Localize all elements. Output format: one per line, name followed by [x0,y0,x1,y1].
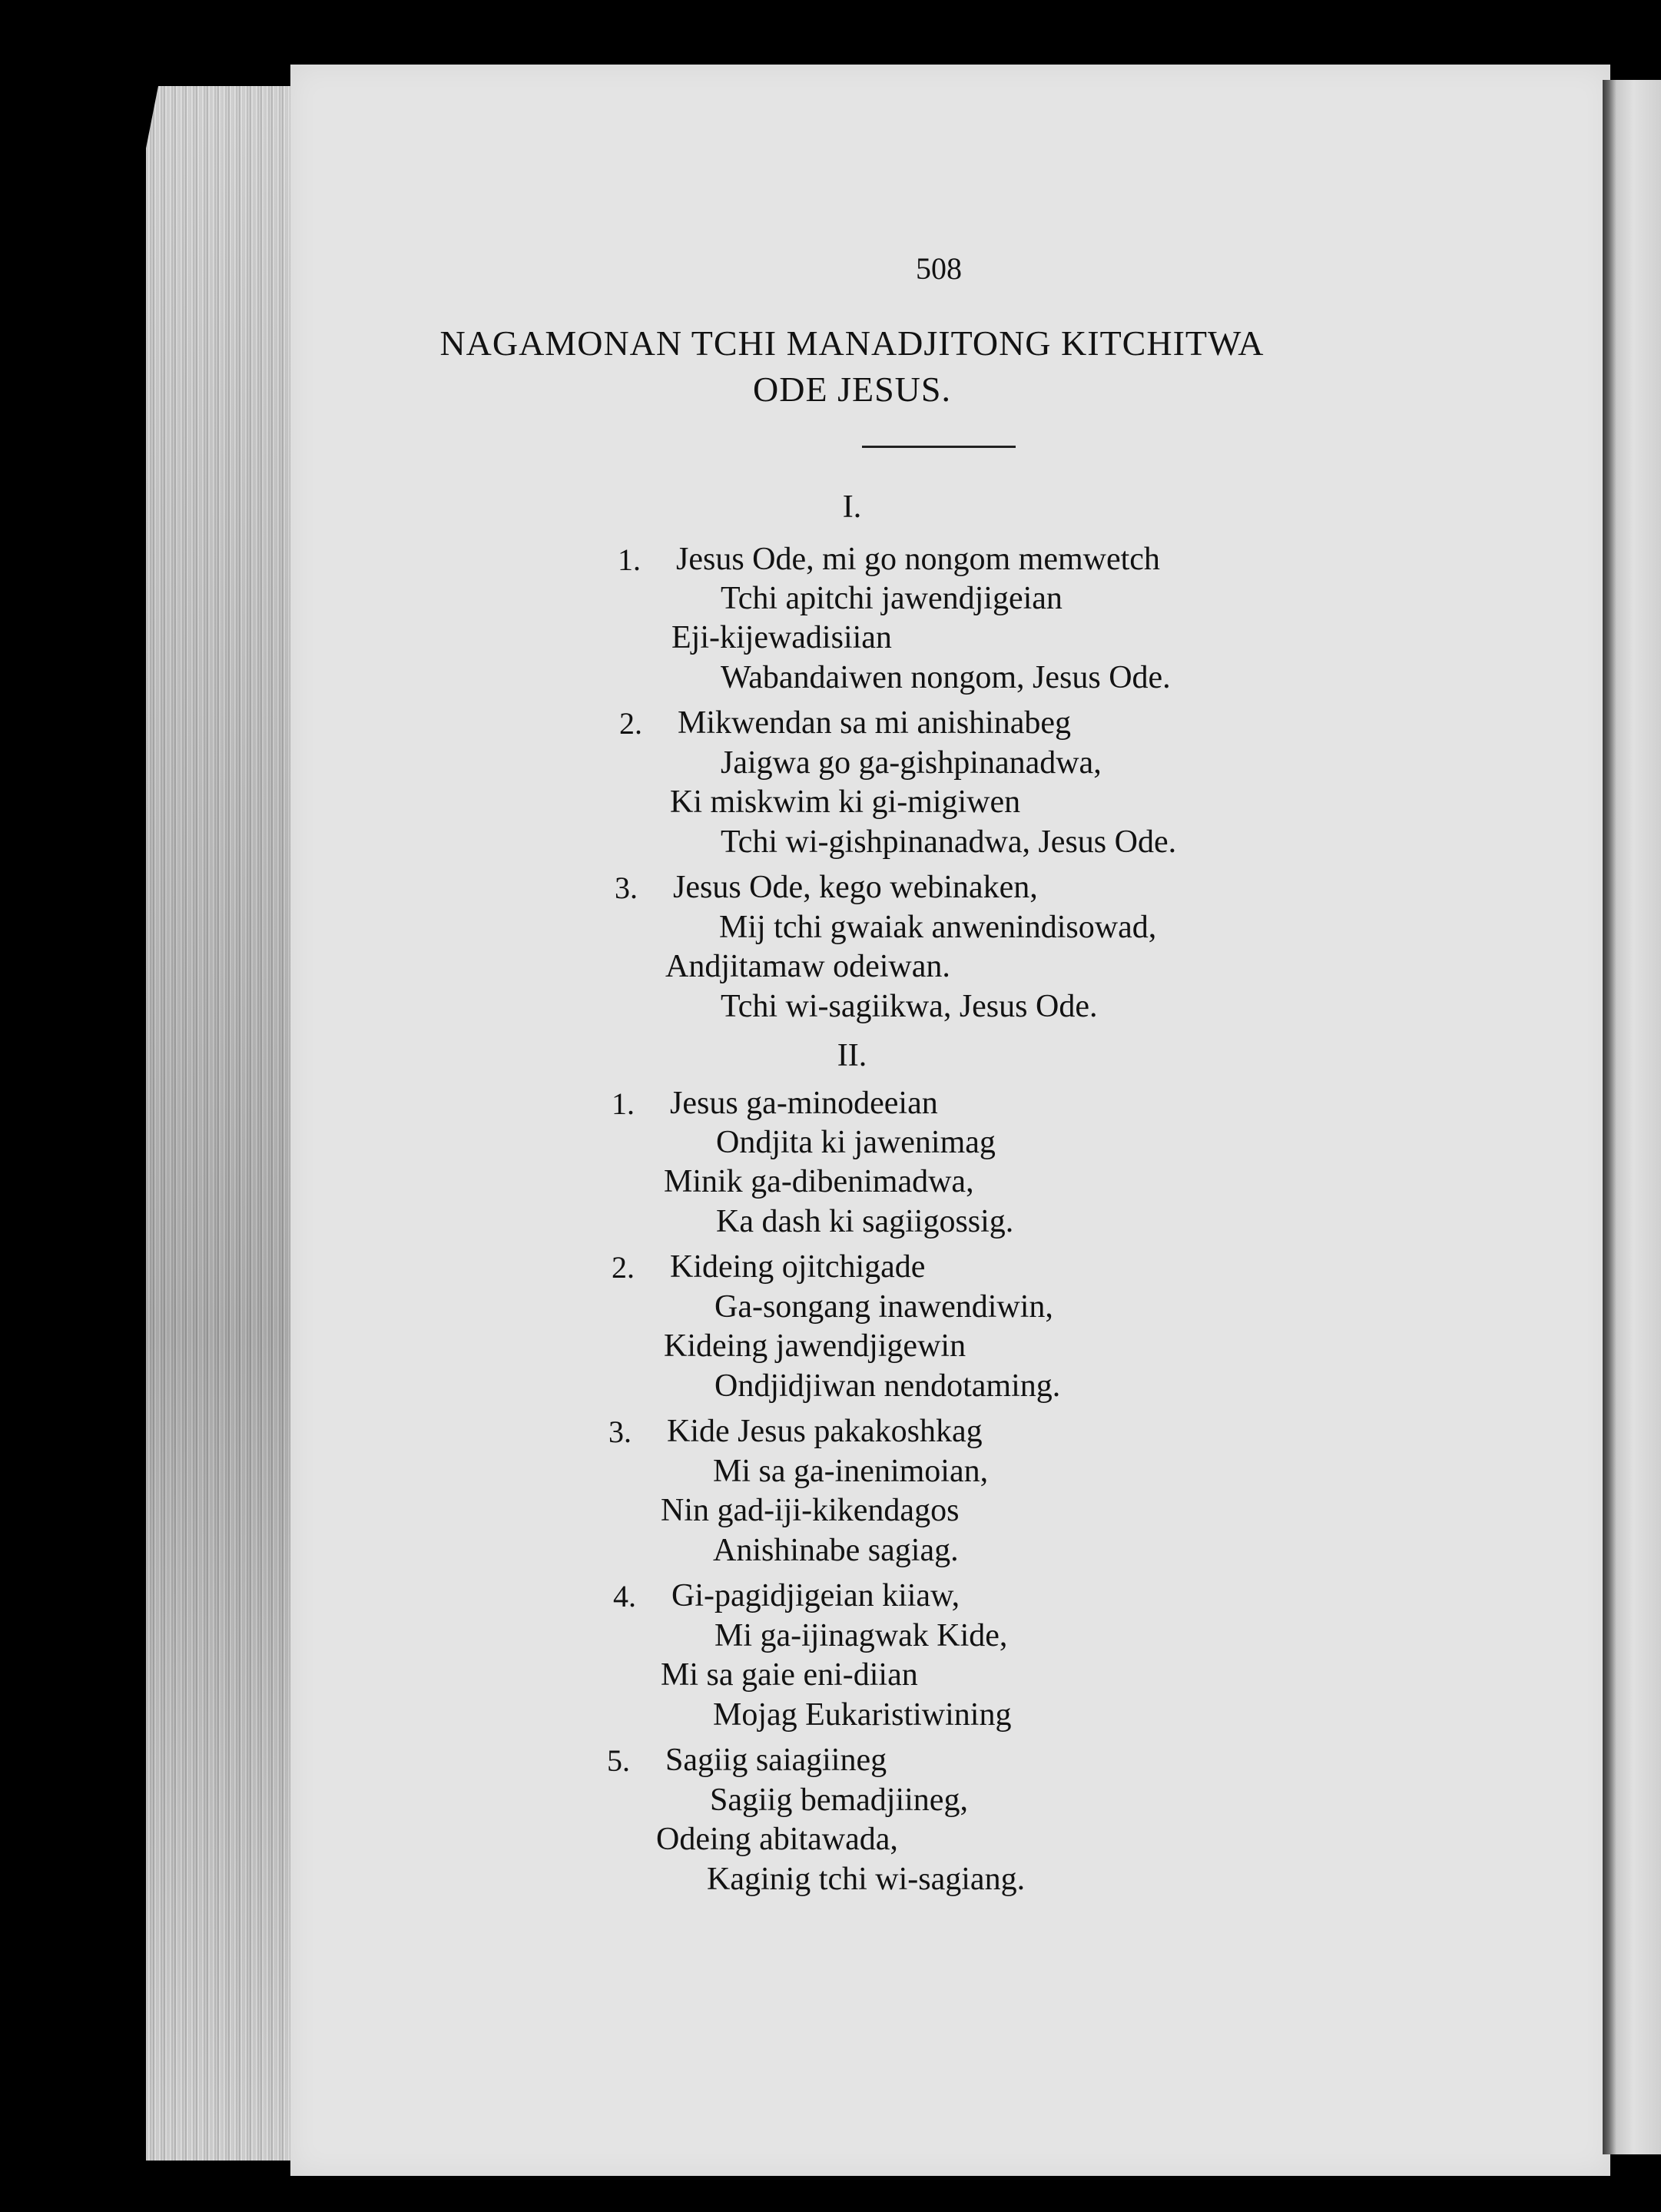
verse-line: Mi ga-ijinagwak Kide, [714,1618,1008,1653]
verse-line: Tchi wi-gishpinanadwa, Jesus Ode. [721,824,1177,860]
title-divider [862,446,1016,448]
verse-line: Wabandaiwen nongom, Jesus Ode. [721,660,1171,695]
verse-line: Nin gad-iji-kikendagos [661,1493,960,1528]
verse-line: Jesus Ode, mi go nongom memwetch [676,542,1160,577]
verse-line: Ondjita ki jawenimag [716,1125,996,1160]
verse-number: 1. [612,1086,635,1121]
verse-number: 5. [607,1743,630,1778]
verse-line: Mij tchi gwaiak anwenindisowad, [719,910,1157,945]
verse-line: Minik ga-dibenimadwa, [664,1164,974,1199]
verse-line: Ondjidjiwan nendotaming. [714,1368,1061,1404]
verse-line: Kide Jesus pakakoshkag [667,1414,983,1449]
verse-line: Ga-songang inawendiwin, [714,1289,1053,1325]
verse-line: Eji-kijewadisiian [671,620,892,655]
verse-line: Gi-pagidjigeian kiiaw, [671,1578,960,1613]
verse-line: Tchi apitchi jawendjigeian [721,581,1063,616]
verse-line: Odeing abitawada, [656,1822,898,1857]
verse-line: Jesus ga-minodeeian [670,1086,938,1121]
verse-number: 4. [613,1579,636,1613]
verse-line: Mojag Eukaristiwining [713,1697,1012,1733]
verse-line: Ka dash ki sagiigossig. [716,1204,1014,1239]
verse-number: 1. [618,542,641,577]
verse-line: Tchi wi-sagiikwa, Jesus Ode. [721,989,1098,1024]
page-title-line-1: NAGAMONAN TCHI MANADJITONG KITCHITWA [439,323,1265,363]
verse-number: 3. [615,871,638,905]
section-heading-2: II. [837,1038,867,1073]
verse-line: Kaginig tchi wi-sagiang. [707,1862,1026,1897]
verse-number: 2. [619,706,642,741]
verse-line: Kideing ojitchigade [670,1249,926,1285]
verse-line: Sagiig saiagiineg [665,1743,887,1778]
verse-line: Mikwendan sa mi anishinabeg [678,705,1072,741]
verse-line: Mi sa gaie eni-diian [661,1657,918,1693]
section-heading-1: I. [842,489,862,525]
verse-line: Andjitamaw odeiwan. [665,949,950,984]
verse-line: Ki miskwim ki gi-migiwen [670,784,1021,820]
verse-line: Anishinabe sagiag. [713,1533,959,1568]
verse-line: Sagiig bemadjiineg, [710,1783,968,1818]
verse-number: 3. [608,1414,632,1449]
page-title-line-2: ODE JESUS. [753,370,951,409]
verse-line: Kideing jawendjigewin [664,1328,966,1364]
verse-line: Mi sa ga-inenimoian, [713,1454,989,1489]
scanned-book-spread: 508 NAGAMONAN TCHI MANADJITONG KITCHITWA ODE JESUS. I. 1. Jesus Ode, mi go nongom memwetch Tchi apitchi jawendjigeian Eji-kijewadisiian Wabandaiwen nongom, Jesus Ode. 2. Mikwendan sa mi anishinabeg Jaigwa go ga-gishpinanadwa, Ki miskwim ki gi-migiwen Tchi wi-gishpinanadwa, Jesus Ode. 3. Jesus Ode, kego webinaken, Mij tchi gwaiak anwenindisowad, Andjitamaw odeiwan. Tchi wi-sagiikwa, Jesus Ode. II. 1. Jesus ga-minodeeian Ondjita ki jawenimag Minik ga-dibenimadwa, Ka dash ki sagiigossig. 2. Kideing ojitchigade Ga-songang inawendiwin, Kideing jawendjigewin Ondjidjiwan nendotaming. 3. Kide Jesus pakakoshkag Mi sa ga-inenimoian, Nin gad-iji-kikendagos Anishinabe sagiag. 4. Gi-pagidjigeian kiiaw, Mi ga-ijinagwak Kide, Mi sa gaie eni-diian Mojag Eukaristiwining 5. Sagiig saiagiineg Sagiig bemadjiineg, Odeing abitawada, Kaginig tchi wi-sagiang. [0,0,1661,2212]
verse-line: Jaigwa go ga-gishpinanadwa, [721,745,1102,781]
verse-line: Jesus Ode, kego webinaken, [673,870,1038,905]
verse-number: 2. [612,1250,635,1285]
